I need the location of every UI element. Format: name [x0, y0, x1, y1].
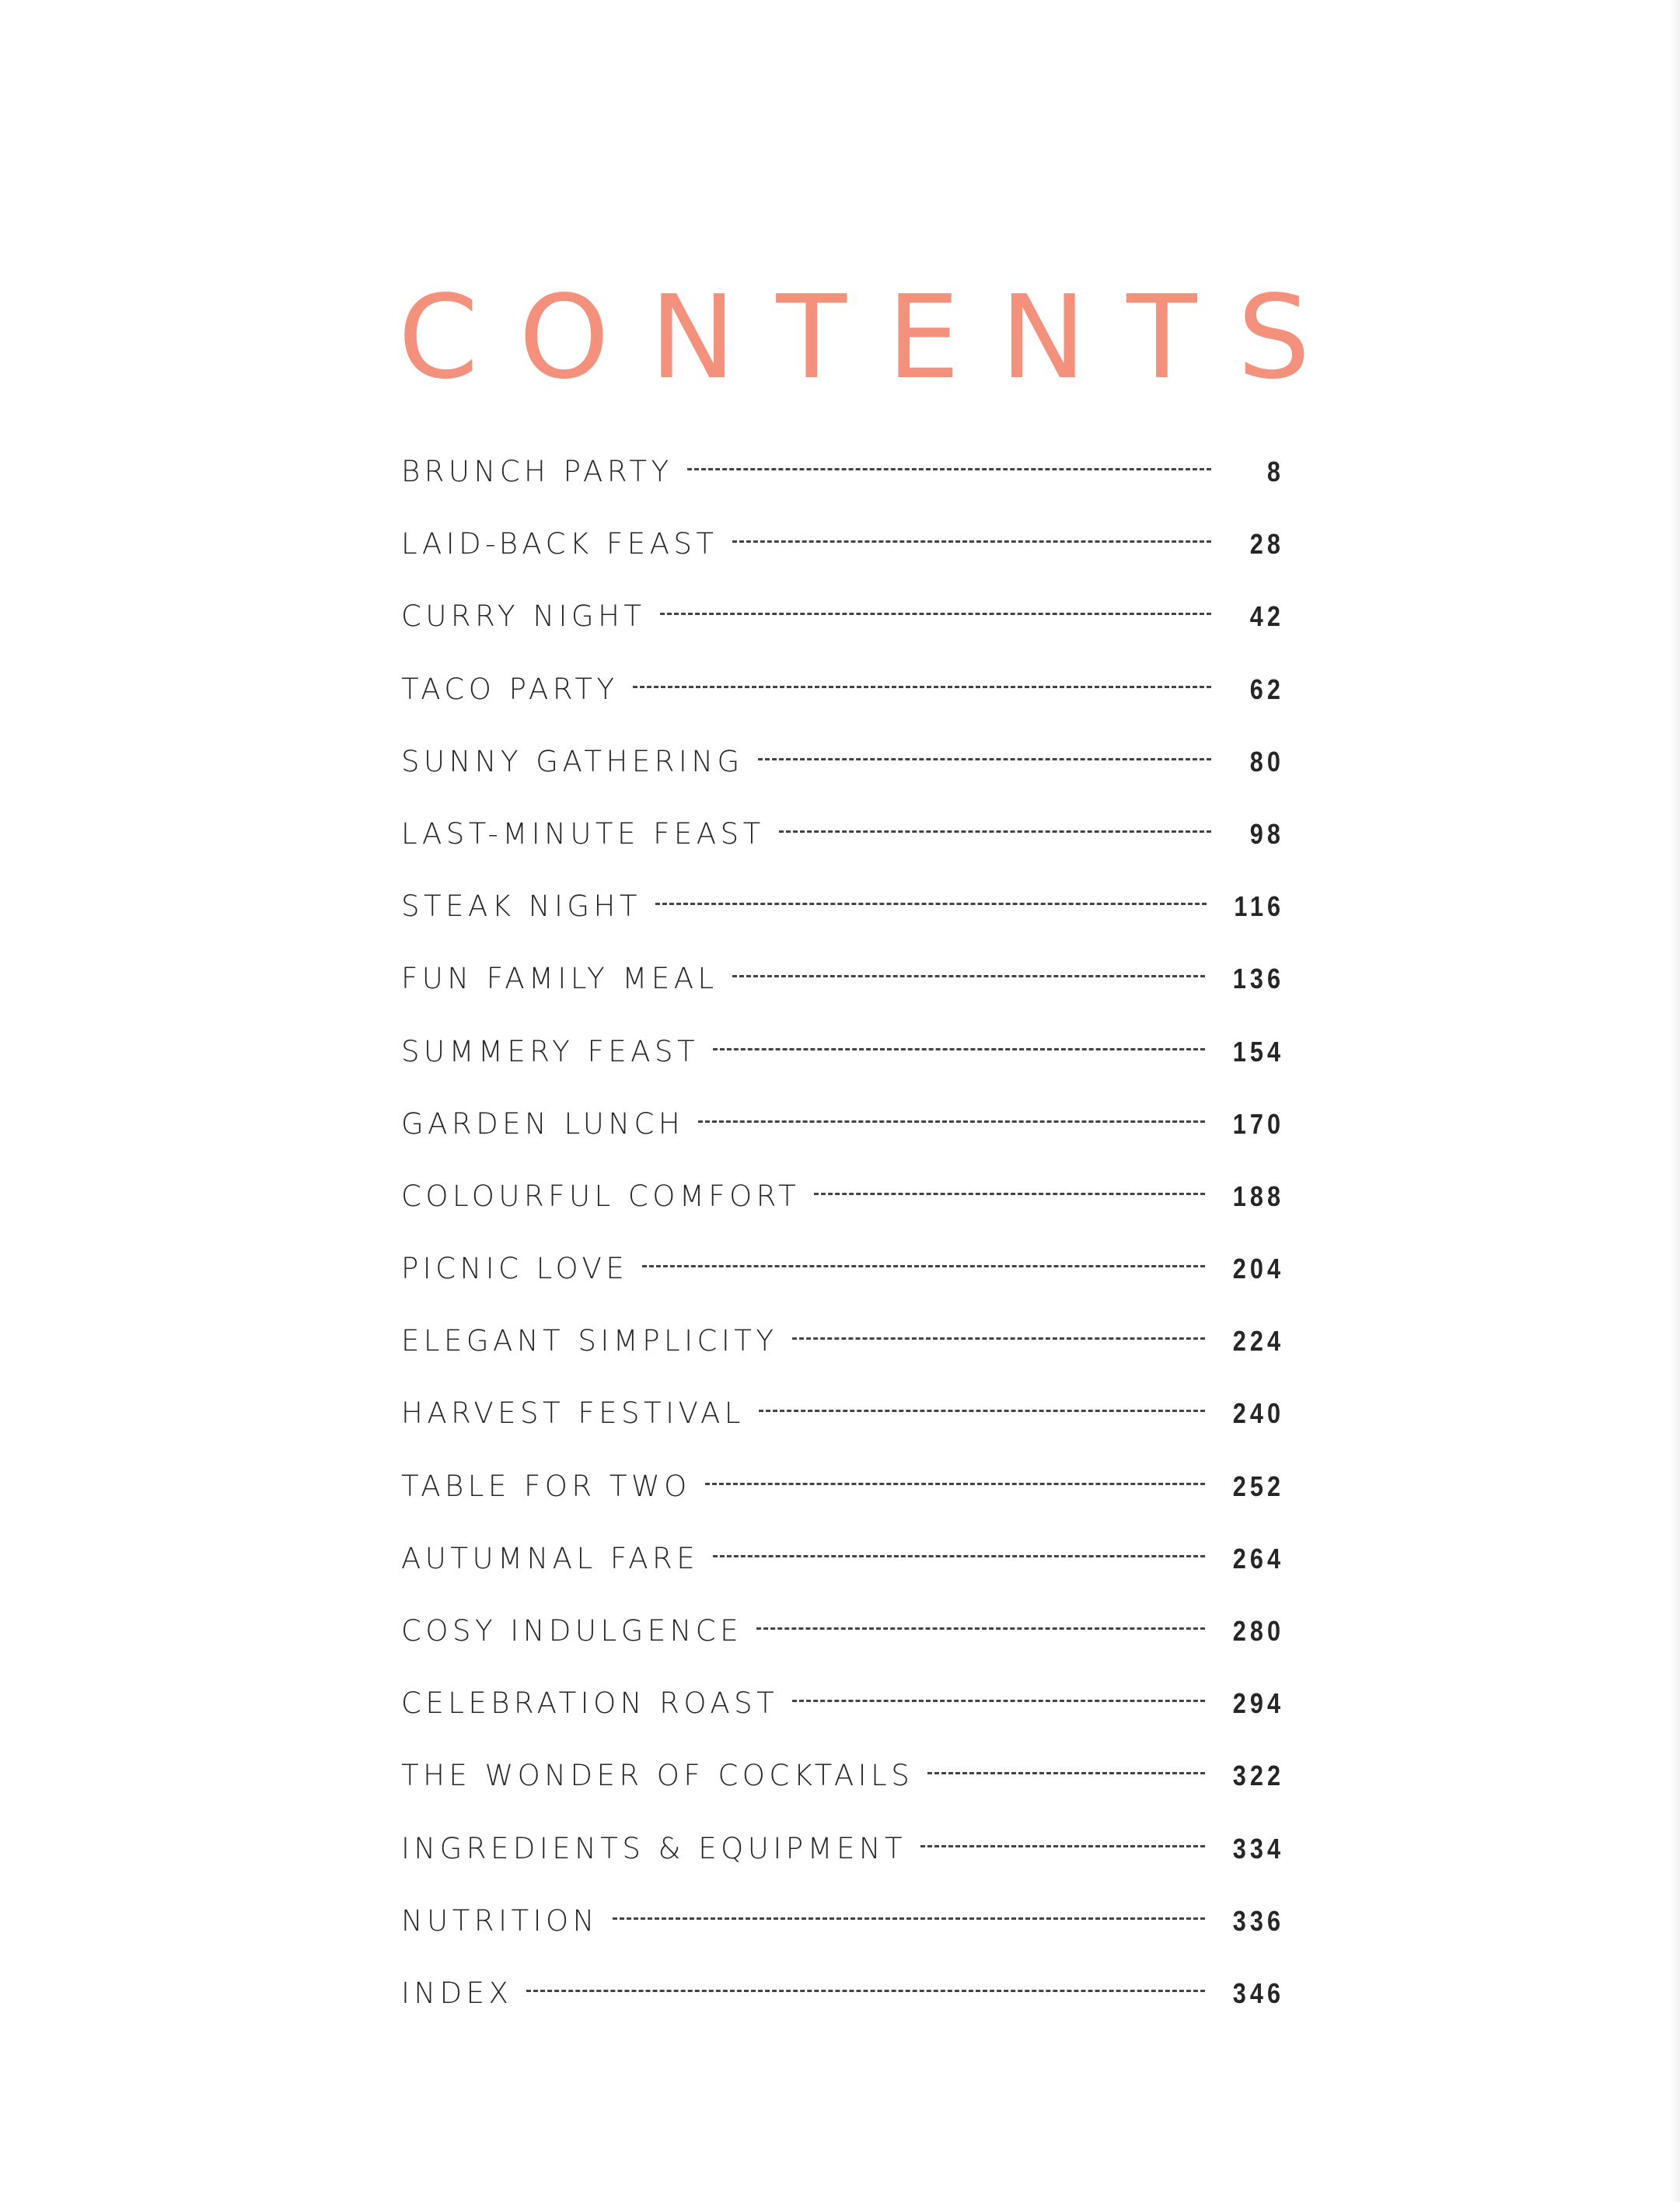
dotted-leader	[756, 1627, 1205, 1630]
toc-entry[interactable]	[401, 745, 1284, 817]
toc-entry-page: 188	[1232, 1180, 1284, 1212]
page-edge-shadow	[1669, 0, 1680, 2202]
dotted-leader	[927, 1772, 1205, 1774]
toc-entry-label: CELEBRATION ROAST	[401, 1686, 779, 1721]
toc-entry-page: 336	[1232, 1904, 1284, 1937]
toc-entry-label: LAST-MINUTE FEAST	[401, 816, 765, 851]
toc-entry-page: 80	[1249, 745, 1284, 778]
toc-entry-label: COLOURFUL COMFORT	[401, 1179, 801, 1213]
dotted-leader	[660, 613, 1211, 615]
toc-entry-label: LAID-BACK FEAST	[401, 527, 718, 561]
toc-entry-label: THE WONDER OF COCKTAILS	[401, 1759, 914, 1793]
dotted-leader	[792, 1337, 1205, 1340]
toc-entry-page: 240	[1232, 1397, 1284, 1430]
toc-entry-label: SUMMERY FEAST	[401, 1034, 700, 1068]
dotted-leader	[713, 1048, 1205, 1050]
toc-entry-label: COSY INDULGENCE	[401, 1614, 743, 1648]
toc-entry-page: 346	[1232, 1977, 1284, 2009]
toc-entry-label: GARDEN LUNCH	[401, 1106, 685, 1141]
toc-entry[interactable]	[401, 1252, 1284, 1324]
toc-entry-page: 170	[1232, 1107, 1284, 1140]
toc-entry[interactable]	[401, 890, 1284, 962]
toc-entry-label: INGREDIENTS & EQUIPMENT	[401, 1831, 907, 1865]
toc-entry-label: SUNNY GATHERING	[401, 744, 744, 778]
toc-entry-page: 294	[1232, 1687, 1284, 1720]
dotted-leader	[655, 903, 1207, 905]
toc-entry[interactable]	[401, 1542, 1284, 1614]
toc-entry-page: 334	[1232, 1832, 1284, 1865]
toc-entry-label: TACO PARTY	[401, 672, 619, 706]
toc-entry-label: FUN FAMILY MEAL	[401, 962, 718, 996]
toc-entry-label: BRUNCH PARTY	[401, 455, 673, 488]
dotted-leader	[732, 540, 1211, 543]
toc-entry[interactable]	[401, 962, 1284, 1034]
dotted-leader	[526, 1990, 1205, 1992]
toc-entry[interactable]	[401, 1180, 1284, 1252]
toc-entry[interactable]	[401, 1832, 1284, 1904]
toc-entry[interactable]	[401, 599, 1284, 672]
toc-entry-label: ELEGANT SIMPLICITY	[401, 1324, 778, 1358]
dotted-leader	[713, 1555, 1205, 1557]
toc-entry-page: 28	[1249, 528, 1284, 561]
dotted-leader	[814, 1193, 1205, 1195]
toc-entry[interactable]	[401, 817, 1284, 890]
dotted-leader	[698, 1120, 1205, 1123]
toc-entry[interactable]	[401, 1396, 1284, 1469]
toc-entry-page: 280	[1232, 1615, 1284, 1647]
dotted-leader	[732, 975, 1205, 977]
toc-entry-label: STEAK NIGHT	[401, 890, 641, 924]
toc-entry[interactable]	[401, 455, 1284, 527]
dotted-leader	[613, 1917, 1205, 1920]
toc-entry[interactable]	[401, 1324, 1284, 1396]
toc-entry-label: TABLE FOR TWO	[401, 1469, 691, 1503]
toc-entry-page: 42	[1249, 600, 1284, 633]
dotted-leader	[633, 686, 1211, 688]
toc-entry-page: 154	[1232, 1035, 1284, 1068]
toc-entry[interactable]	[401, 1759, 1284, 1831]
toc-entry-label: NUTRITION	[401, 1903, 599, 1938]
dotted-leader	[705, 1483, 1205, 1485]
toc-entry-label: HARVEST FESTIVAL	[401, 1396, 745, 1431]
toc-entry-page: 136	[1232, 963, 1284, 995]
toc-entry-label: CURRY NIGHT	[401, 599, 646, 634]
toc-entry-label: PICNIC LOVE	[401, 1252, 629, 1286]
toc-entry-page: 264	[1232, 1542, 1284, 1575]
toc-entry-label: INDEX	[401, 1976, 513, 2010]
toc-entry[interactable]	[401, 1470, 1284, 1542]
toc-entry-page: 8	[1266, 456, 1284, 488]
toc-entry[interactable]	[401, 1614, 1284, 1686]
dotted-leader	[687, 468, 1211, 470]
dotted-leader	[779, 830, 1211, 833]
toc-entry-page: 252	[1232, 1470, 1284, 1502]
toc-entry[interactable]	[401, 1686, 1284, 1759]
toc-entry[interactable]	[401, 1904, 1284, 1977]
dotted-leader	[792, 1700, 1205, 1702]
toc-entry[interactable]	[401, 1035, 1284, 1107]
toc-entry-page: 116	[1234, 890, 1284, 923]
dotted-leader	[759, 1410, 1205, 1412]
table-of-contents	[401, 455, 1284, 2049]
toc-entry-page: 204	[1232, 1253, 1284, 1285]
toc-entry[interactable]	[401, 1107, 1284, 1180]
toc-entry-page: 322	[1232, 1760, 1284, 1792]
toc-entry-page: 62	[1249, 673, 1284, 705]
toc-entry-label: AUTUMNAL FARE	[401, 1541, 700, 1575]
dotted-leader	[758, 758, 1211, 760]
toc-entry[interactable]	[401, 673, 1284, 745]
page-title: CONTENTS	[398, 271, 1351, 404]
toc-entry[interactable]	[401, 1977, 1284, 2049]
dotted-leader	[920, 1845, 1205, 1847]
toc-entry-page: 224	[1232, 1325, 1284, 1358]
toc-entry-page: 98	[1249, 817, 1284, 850]
dotted-leader	[642, 1265, 1205, 1267]
toc-entry[interactable]	[401, 527, 1284, 599]
